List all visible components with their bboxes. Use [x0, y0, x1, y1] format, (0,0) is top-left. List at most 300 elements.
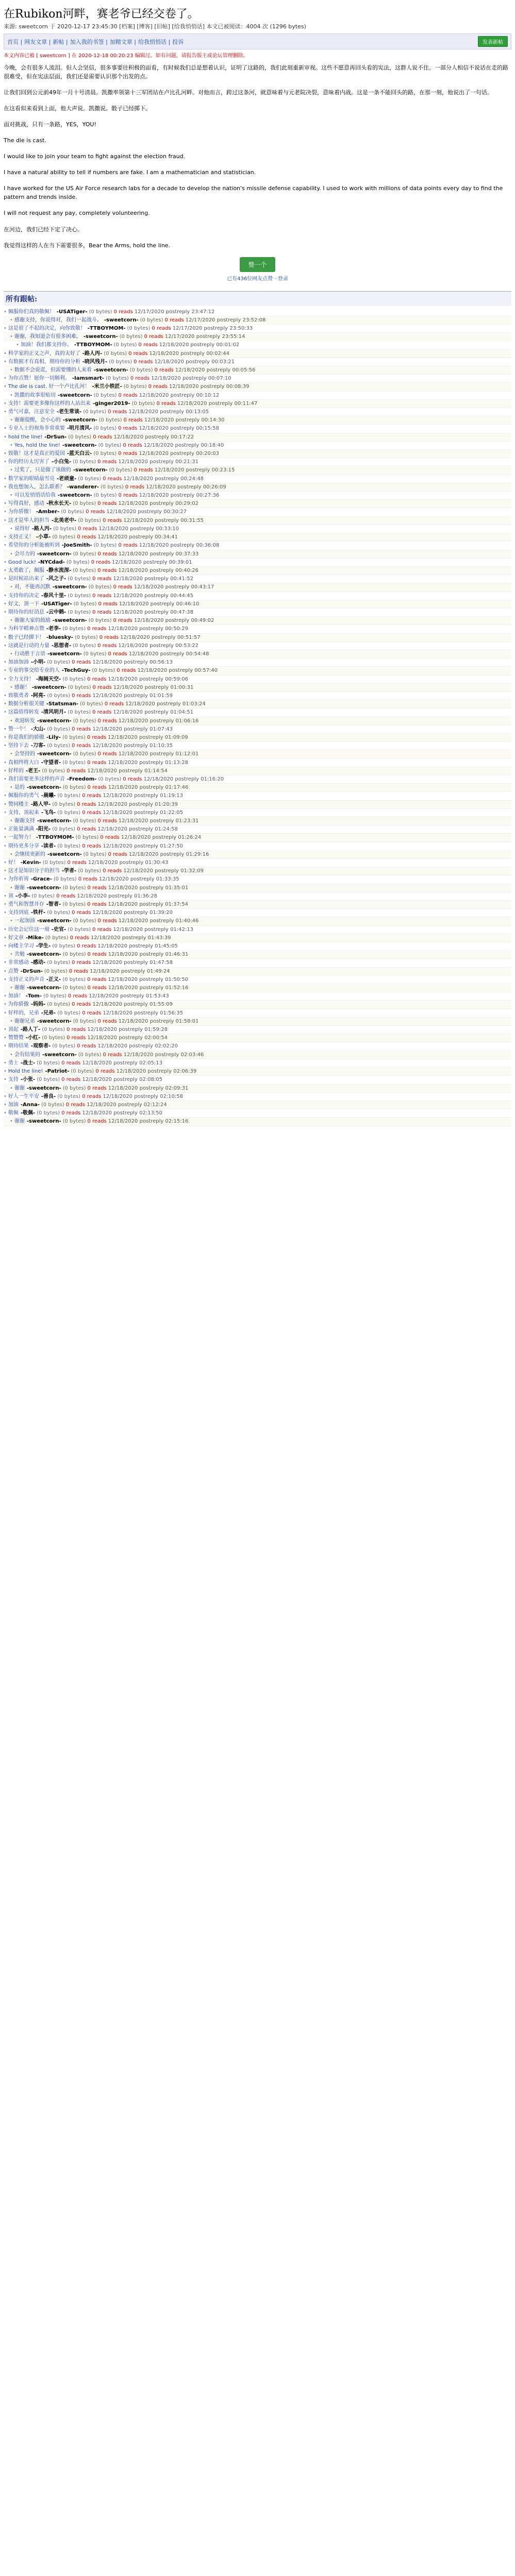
reply-title[interactable]: 历史会记住这一刻 — [8, 926, 49, 933]
reply-author[interactable]: -妈妈- — [30, 1002, 46, 1008]
reply-author[interactable]: -sweetcorn- — [57, 493, 92, 499]
reply-size: (0 bytes) — [127, 326, 151, 332]
bullet-icon: • — [4, 501, 7, 507]
reply-title[interactable]: 这是很了不起的决定，向你致敬！ — [8, 326, 86, 332]
reply-author[interactable]: -Kevin- — [20, 860, 41, 866]
bullet-icon: • — [10, 526, 13, 532]
reply-title[interactable]: 太勇敢了，佩服 — [8, 567, 44, 573]
edit-notice: 本文内容已被 [ sweetcorn ] 在 2020-12-18 00:20:23 编辑过。如有问题，请报告版主或论坛管理删除。 — [4, 53, 248, 59]
reply-row — [4, 708, 511, 717]
reply-author[interactable]: -铁杆- — [30, 910, 46, 916]
bullet-icon: • — [10, 918, 13, 924]
reply-author[interactable]: -北美老中- — [51, 517, 77, 523]
reply-title[interactable]: 我们需要更多这样的声音 — [8, 776, 65, 782]
reply-title[interactable]: Hold the line! — [8, 1069, 43, 1075]
bullet-icon: • — [4, 826, 7, 833]
reply-author[interactable]: -NYCdad- — [38, 559, 65, 565]
reply-reads: 0 reads — [92, 609, 112, 615]
crumb-link[interactable]: 首页 | — [7, 38, 23, 45]
reply-title[interactable]: 支持 — [8, 1077, 19, 1083]
reply-title[interactable]: 向楼主学习 — [8, 943, 34, 950]
reply-title[interactable]: Good luck! — [8, 559, 36, 565]
reply-row — [4, 901, 511, 909]
reply-author[interactable]: -敬佩- — [20, 1110, 36, 1116]
reply-title[interactable]: 科学家的正义之声，真的太好了 — [8, 350, 80, 357]
reply-author[interactable]: -老生常谈- — [56, 409, 82, 415]
reply-title[interactable]: 欢迎转发 — [14, 718, 35, 724]
crumb-link[interactable]: 加入我的书签 | — [70, 38, 108, 45]
reply-size: (0 bytes) — [88, 618, 112, 624]
reply-author[interactable]: -DrSun- — [44, 434, 67, 440]
reply-title[interactable]: 好样的 — [8, 768, 24, 774]
reply-author[interactable]: -云中鹤- — [46, 609, 67, 615]
reply-size: (0 bytes) — [93, 392, 117, 398]
reply-title[interactable]: 数据分析很关键 — [8, 701, 44, 707]
reply-author[interactable]: -sweetcorn- — [37, 751, 72, 757]
reply-title[interactable]: hold the line! — [8, 434, 43, 440]
reply-author[interactable]: -sweetcorn- — [37, 718, 72, 724]
reply-reads: 0 reads — [82, 843, 102, 849]
reply-title[interactable]: 支持你的决定 — [8, 592, 39, 599]
reply-author[interactable]: -sweetcorn- — [62, 442, 97, 448]
reply-time: 12/18/2020 postreply 00:07:10 — [151, 376, 231, 382]
reply-author[interactable]: -老顽童- — [56, 476, 77, 482]
reply-title[interactable]: 赞赞赞 — [8, 1035, 24, 1041]
crumb-link[interactable]: 网友文章 | — [24, 38, 51, 45]
reply-reads: 0 reads — [87, 626, 107, 632]
reply-size: (0 bytes) — [47, 692, 71, 699]
reply-title[interactable]: 支持到底 — [8, 910, 29, 916]
reply-author[interactable]: -守望者- — [41, 759, 61, 766]
reply-title[interactable]: 好人一生平安 — [8, 1093, 39, 1099]
bullet-icon: • — [10, 417, 13, 423]
reply-title[interactable]: 这就是行动的力量 — [8, 642, 49, 649]
body-paragraph: 今晚，会有很多人流泪。但人会坚信，很多事要往积极的面看，有时候我们总是想着认识，证明了这路的，我们此刻重新审视。这些不愿意再回头看的宪法，这群人说不住。一部分人相信不说话在走的路很难受，但在宪法层面，我们还是需要认识那个出发的点。 — [4, 64, 508, 80]
like-button[interactable]: 赞一个 — [240, 257, 275, 272]
reply-author[interactable]: -DrSun- — [20, 968, 43, 974]
reply-author[interactable]: -小红- — [25, 1035, 41, 1041]
bullet-icon: • — [4, 910, 7, 916]
reply-reads: 0 reads — [72, 726, 91, 732]
reply-row — [4, 792, 511, 800]
reply-row — [4, 517, 511, 525]
reply-reads: 0 reads — [118, 493, 138, 499]
reply-title[interactable]: Yes, hold the line! — [14, 442, 60, 448]
reply-author[interactable]: -wanderer- — [67, 484, 99, 490]
reply-title[interactable]: 是的 — [14, 785, 25, 791]
reply-author[interactable]: -Mike- — [25, 935, 44, 941]
reply-author[interactable]: -sweetcorn- — [42, 1052, 77, 1058]
reply-time: 12/18/2020 postreply 01:55:09 — [92, 1002, 173, 1008]
reply-reads: 0 reads — [82, 809, 102, 816]
reply-author[interactable]: -USATiger- — [56, 309, 88, 315]
reply-row — [4, 592, 511, 600]
crumb-link[interactable]: 投诉 — [172, 38, 184, 45]
reply-author[interactable]: -智者- — [46, 902, 61, 908]
reply-title[interactable]: 为你祈祷 — [8, 876, 29, 883]
reply-title[interactable]: 专业人士的视角非常重要 — [8, 426, 65, 432]
reply-time: 12/18/2020 postreply 02:13:50 — [82, 1110, 162, 1116]
reply-author[interactable]: -sweetcorn- — [62, 417, 97, 423]
reply-title[interactable]: 谢谢，我知道会有很多困难。 — [14, 334, 81, 340]
reply-author[interactable]: -sweetcorn- — [83, 334, 118, 340]
reply-author[interactable]: -明月清风- — [67, 426, 92, 432]
reply-title[interactable]: 敬佩 — [8, 1110, 19, 1116]
reply-row — [4, 1109, 511, 1117]
reply-time: 12/18/2020 postreply 01:35:01 — [108, 885, 189, 891]
reply-title[interactable]: 勇士 — [8, 1060, 19, 1066]
reply-author[interactable]: -sweetcorn- — [47, 651, 82, 657]
reply-size: (0 bytes) — [37, 1077, 60, 1083]
reply-row — [4, 533, 511, 541]
reply-time: 12/18/2020 postreply 02:15:16 — [108, 1118, 189, 1125]
reply-title[interactable]: 谢谢 — [14, 885, 25, 891]
reply-author[interactable]: -sweetcorn- — [26, 785, 61, 791]
reply-title[interactable]: 点赞 — [8, 968, 19, 974]
reply-title[interactable]: 为科学精神点赞 — [8, 626, 44, 632]
reply-title[interactable]: 这篇值得转发 — [8, 709, 39, 716]
reply-author[interactable]: -大山- — [30, 726, 46, 732]
reply-title[interactable]: 支持，顶起来 — [8, 809, 39, 816]
reply-author[interactable]: -TTBOYMOM- — [36, 835, 74, 841]
reply-author[interactable]: -Iamsmart- — [72, 376, 104, 382]
reply-title[interactable]: 好样的，兄弟 — [8, 1010, 39, 1016]
reply-title[interactable]: 期待更多分享 — [8, 843, 39, 849]
reply-title[interactable]: 谢谢大家的鼓励 — [14, 618, 51, 624]
reply-title[interactable]: 致敬勇者 — [8, 692, 29, 699]
reply-author[interactable]: -sweetcorn- — [37, 818, 72, 824]
reply-author[interactable]: -路人丁- — [20, 1027, 41, 1033]
reply-author[interactable]: -学生- — [36, 943, 51, 950]
reply-title[interactable]: 有数据才有真相，期待你的分析 — [8, 359, 80, 365]
reply-title[interactable]: 骰子已经掷下！ — [8, 634, 44, 640]
reply-author[interactable]: -正义- — [46, 976, 61, 982]
reply-reads: 0 reads — [104, 701, 124, 707]
reply-time: 12/18/2020 postreply 01:22:05 — [103, 809, 183, 816]
reply-size: (0 bytes) — [93, 451, 117, 457]
reply-reads: 0 reads — [82, 1093, 102, 1099]
reply-author[interactable]: -海阔天空- — [36, 676, 61, 682]
reply-title[interactable]: 你的经历太厉害了 — [8, 459, 49, 465]
reply-row — [4, 567, 511, 575]
reply-author[interactable]: -Amber- — [36, 509, 60, 515]
reply-reads: 0 reads — [98, 601, 118, 607]
reply-author[interactable]: -飞鸟- — [41, 809, 56, 816]
reply-title[interactable]: 谢谢 — [14, 1085, 25, 1091]
replies-title: 所有跟帖: — [4, 291, 511, 306]
reply-author[interactable]: -sweetcorn- — [57, 392, 92, 398]
reply-title[interactable]: 谢谢提醒，会小心的 — [14, 417, 61, 423]
reply-author[interactable]: -Patriot- — [45, 1069, 70, 1075]
crumb-link[interactable]: 新帖 | — [53, 38, 68, 45]
new-post-button[interactable]: 发表新帖 — [478, 36, 508, 47]
reply-title[interactable]: 坚持下去 — [8, 743, 29, 749]
reply-title[interactable]: 谢谢 — [14, 985, 25, 991]
reply-title[interactable]: 非常感动 — [8, 960, 29, 966]
bullet-icon: • — [4, 960, 7, 966]
reply-title[interactable]: 好文章 — [8, 935, 24, 941]
reply-size: (0 bytes) — [73, 818, 96, 824]
reply-time: 12/18/2020 postreply 02:06:39 — [116, 1069, 197, 1075]
reply-title[interactable]: 为你骄傲！ — [8, 509, 34, 515]
reply-author[interactable]: -sweetcorn- — [37, 918, 72, 924]
reply-title[interactable]: 加油！ — [8, 993, 24, 999]
reply-author[interactable]: -sweetcorn- — [26, 1085, 61, 1091]
reply-time: 12/18/2020 postreply 00:39:01 — [112, 559, 192, 565]
reply-title[interactable]: 我也想加入，怎么联系？ — [8, 484, 65, 490]
reply-author[interactable]: -清风明月- — [41, 709, 67, 716]
reply-title[interactable]: 感谢支持，你说得对，我们一起战斗。 — [14, 317, 102, 323]
reply-author[interactable]: -静水流深- — [46, 567, 72, 573]
reply-row — [4, 1059, 511, 1067]
reply-time: 12/18/2020 postreply 00:41:52 — [113, 576, 193, 582]
reply-author[interactable]: -路人丙- — [82, 350, 103, 357]
reply-title[interactable]: 一起努力！ — [8, 835, 34, 841]
reply-author[interactable]: -思想者- — [51, 642, 72, 649]
reply-row — [4, 734, 511, 742]
reply-row — [4, 959, 511, 967]
reply-title[interactable]: 这才是知识分子的担当 — [8, 868, 60, 874]
reply-title[interactable]: 期待结果 — [8, 1043, 29, 1049]
reply-title[interactable]: 正能量满满 — [8, 826, 34, 833]
bullet-icon: • — [4, 509, 7, 515]
reply-time: 12/18/2020 postreply 00:17:22 — [113, 434, 194, 440]
reply-author[interactable]: -TTBOYMOM- — [87, 326, 126, 332]
reply-author[interactable]: -路人丙- — [31, 526, 52, 532]
reply-title[interactable]: 写得真好，感动 — [8, 501, 44, 507]
reply-title[interactable]: 过奖了，只是做了该做的 — [14, 467, 71, 473]
reply-time: 12/18/2020 postreply 00:23:15 — [154, 467, 235, 473]
reply-size: (0 bytes) — [78, 868, 102, 874]
reply-title[interactable]: 凯撒的故事很贴切 — [14, 392, 56, 398]
reply-title[interactable]: 说得好 — [14, 526, 30, 532]
reply-author[interactable]: -Anna- — [20, 1101, 40, 1108]
reply-author[interactable]: -USATiger- — [41, 601, 72, 607]
reply-reads: 0 reads — [144, 334, 163, 340]
reply-title[interactable]: 共勉 — [14, 952, 25, 958]
reply-row — [4, 425, 511, 433]
reply-time: 12/18/2020 postreply 01:13:28 — [108, 759, 188, 766]
reply-author[interactable]: -sweetcorn- — [26, 1118, 61, 1125]
reply-title[interactable]: 佩服你们真的敬佩！ — [8, 309, 55, 315]
reply-row — [4, 408, 511, 416]
reply-author[interactable]: -晨曦- — [41, 793, 56, 799]
reply-title[interactable]: 勇气可嘉，注意安全 — [8, 409, 55, 415]
reply-reads: 0 reads — [118, 451, 138, 457]
reply-time: 12/18/2020 postreply 01:06:16 — [118, 718, 199, 724]
bullet-icon: • — [10, 334, 13, 340]
reply-title[interactable]: 会尽力的 — [14, 551, 35, 557]
reply-reads: 0 reads — [128, 350, 148, 357]
bullet-icon: • — [10, 618, 13, 624]
reply-author[interactable]: -Tom- — [25, 993, 42, 999]
bullet-icon: • — [4, 434, 7, 440]
reply-author[interactable]: -感动- — [30, 960, 46, 966]
reply-title[interactable]: 好文，顶一下 — [8, 601, 39, 607]
reply-title[interactable]: 真相终将大白 — [8, 759, 39, 766]
reply-author[interactable]: -小草- — [36, 534, 51, 540]
reply-author[interactable]: -sweetcorn- — [104, 317, 139, 323]
reply-author[interactable]: -Statsman- — [46, 701, 78, 707]
reply-author[interactable]: -sweetcorn- — [52, 618, 87, 624]
reply-author[interactable]: -小李- — [15, 893, 30, 899]
reply-reads: 0 reads — [100, 835, 120, 841]
reply-author[interactable]: -Grace- — [30, 876, 52, 883]
reply-size: (0 bytes) — [113, 342, 137, 348]
reply-title[interactable]: 为你点赞！愿你一切顺利。 — [8, 376, 70, 382]
reply-author[interactable]: -学者- — [61, 868, 77, 874]
reply-author[interactable]: -风之子- — [46, 576, 67, 582]
reply-title[interactable]: 希望你的分析能被听到 — [8, 543, 60, 549]
reply-size: (0 bytes) — [62, 1118, 86, 1125]
reply-title[interactable]: The die is cast. 好一个卢比孔河！ — [8, 384, 90, 390]
reply-author[interactable]: -小明- — [30, 659, 46, 666]
reply-size: (0 bytes) — [131, 400, 155, 406]
reply-author[interactable]: -秋水长天- — [46, 501, 72, 507]
reply-time: 12/18/2020 postreply 00:29:02 — [118, 501, 198, 507]
reply-title[interactable]: 会有结果的 — [14, 1052, 40, 1058]
reply-reads: 0 reads — [134, 467, 153, 473]
reply-title[interactable]: 支持正义的声音 — [8, 976, 44, 982]
reply-title[interactable]: 勇气和智慧并存 — [8, 902, 44, 908]
reply-title[interactable]: 顶 — [8, 893, 13, 899]
reply-author[interactable]: -兄弟- — [41, 1010, 56, 1016]
reply-size: (0 bytes) — [43, 993, 67, 999]
bullet-icon: • — [4, 968, 7, 974]
reply-author[interactable]: -sweetcorn- — [26, 885, 61, 891]
reply-author[interactable]: -sweetcorn- — [73, 467, 108, 473]
reply-title[interactable]: 期待你的好消息 — [8, 609, 44, 615]
reply-author[interactable]: -sweetcorn- — [26, 952, 61, 958]
reply-title[interactable]: 赞一个！ — [8, 726, 29, 732]
crumb-link[interactable]: 给我悄悄话 | — [138, 38, 171, 45]
reply-title[interactable]: 顶起 — [8, 1027, 19, 1033]
reply-title[interactable]: 全力支持！ — [8, 676, 34, 682]
reply-reads: 0 reads — [97, 567, 117, 573]
bullet-icon: • — [4, 384, 7, 390]
reply-title[interactable]: 谢谢支持 — [14, 818, 35, 824]
reply-author[interactable]: -sweetcorn- — [52, 584, 87, 590]
reply-time: 12/18/2020 postreply 01:29:16 — [128, 851, 209, 857]
reply-author[interactable]: -小白兔- — [51, 459, 72, 465]
reply-reads: 0 reads — [148, 384, 168, 390]
reply-title[interactable]: 对，不能再沉默 — [14, 584, 51, 590]
reply-reads: 0 reads — [108, 651, 127, 657]
reply-title[interactable]: 支持正义！ — [8, 534, 34, 540]
reply-title[interactable]: 支持！需要更多像你这样的人站出来 — [8, 400, 91, 406]
reply-author[interactable]: -战士- — [20, 1060, 36, 1066]
reply-title[interactable]: 加油加油 — [8, 659, 29, 666]
reply-size: (0 bytes) — [119, 334, 143, 340]
reply-title[interactable]: 会坚持的 — [14, 751, 35, 757]
reply-title[interactable]: 为你骄傲 — [8, 1002, 29, 1008]
reply-title[interactable]: 感谢！ — [14, 684, 30, 690]
reply-title[interactable]: 加油！我们都支持你。 — [20, 342, 72, 348]
reply-title[interactable]: 专业的事交给专业的人 — [8, 668, 60, 674]
reply-author[interactable]: -晓风残月- — [82, 359, 108, 365]
reply-row — [4, 558, 511, 567]
reply-time: 12/18/2020 postreply 01:36:28 — [77, 893, 157, 899]
reply-title[interactable]: 一起加油 — [14, 918, 35, 924]
reply-title[interactable]: 这才是华人的担当 — [8, 517, 49, 523]
reply-row — [4, 1042, 511, 1050]
reply-author[interactable]: -小张- — [20, 1077, 36, 1083]
reply-author[interactable]: -TTBOYMOM- — [74, 342, 112, 348]
reply-title[interactable]: 佩服你的勇气 — [8, 793, 39, 799]
crumb-link[interactable]: 加精文章 | — [109, 38, 137, 45]
reply-title[interactable]: 赞同楼主 — [8, 801, 29, 807]
bullet-icon: • — [10, 985, 13, 991]
reply-author[interactable]: -老王- — [25, 768, 41, 774]
reply-author[interactable]: -ginger2019- — [92, 400, 130, 406]
reply-author[interactable]: -读者- — [41, 843, 56, 849]
bullet-icon: • — [10, 317, 13, 323]
reply-title[interactable]: 加油 — [8, 1101, 19, 1108]
body-paragraph: I will not request any pay, completely volunteering. — [4, 210, 150, 217]
reply-title[interactable]: 可以发悄悄话给我 — [14, 493, 56, 499]
reply-author[interactable]: -米兰小铁匠- — [92, 384, 122, 390]
reply-title[interactable]: 数据不会说谎，但需要懂的人来看 — [14, 367, 92, 374]
reply-title[interactable]: 谢谢 — [14, 1118, 25, 1125]
reply-title[interactable]: 数学家的眼睛最雪亮 — [8, 476, 55, 482]
reply-title[interactable]: 是时候站出来了 — [8, 576, 44, 582]
reply-title[interactable]: 行动胜于言语 — [14, 651, 45, 657]
reply-author[interactable]: -蓝天白云- — [67, 451, 92, 457]
body-paragraph: The die is cast. — [4, 137, 46, 144]
reply-author[interactable]: -春风十里- — [41, 592, 67, 599]
reply-reads: 0 reads — [103, 1052, 122, 1058]
reply-size: (0 bytes) — [73, 501, 96, 507]
reply-row — [4, 767, 511, 775]
reply-title[interactable]: 会继续更新的 — [14, 851, 45, 857]
reply-title[interactable]: 你是我们的骄傲 — [8, 734, 44, 740]
reply-author[interactable]: -老李- — [46, 626, 61, 632]
reply-time: 12/18/2020 postreply 00:34:41 — [97, 534, 178, 540]
reply-size: (0 bytes) — [47, 910, 71, 916]
body-paragraph: 我觉得这样的人在当下需要很多，Bear the Arms, hold the line. — [4, 242, 171, 249]
reply-author[interactable]: -TechGuy- — [61, 668, 91, 674]
reply-author[interactable]: -Lily- — [46, 734, 61, 740]
reply-title[interactable]: 谢谢兄弟 — [14, 1018, 35, 1024]
bullet-icon: • — [4, 801, 7, 807]
reply-author[interactable]: -路人甲- — [30, 801, 51, 807]
reply-author[interactable]: -Freedom- — [67, 776, 97, 782]
reply-author[interactable]: -sweetcorn- — [47, 851, 82, 857]
reply-author[interactable]: -sweetcorn- — [93, 367, 128, 374]
reply-author[interactable]: -刀客- — [30, 743, 46, 749]
bullet-icon: • — [4, 1043, 7, 1049]
reply-author[interactable]: -阳光- — [36, 826, 51, 833]
reply-title[interactable]: 好！ — [8, 860, 19, 866]
reply-author[interactable]: -善良- — [41, 1093, 56, 1099]
reply-row — [4, 350, 511, 358]
reply-author[interactable]: -观察者- — [30, 1043, 51, 1049]
reply-time: 12/18/2020 postreply 01:52:16 — [108, 985, 189, 991]
reply-author[interactable]: -sweetcorn- — [31, 684, 67, 690]
reply-author[interactable]: -sweetcorn- — [37, 551, 72, 557]
like-box — [4, 257, 511, 282]
reply-row — [4, 642, 511, 650]
reply-author[interactable]: -bluesky- — [46, 634, 73, 640]
reply-author[interactable]: -史官- — [51, 926, 67, 933]
reply-author[interactable]: -sweetcorn- — [26, 985, 61, 991]
reply-author[interactable]: -阿亮- — [30, 692, 46, 699]
bullet-icon: • — [10, 818, 13, 824]
reply-title[interactable]: 致敬！这才是真正的爱国 — [8, 451, 65, 457]
reply-author[interactable]: -sweetcorn- — [37, 1018, 72, 1024]
bullet-icon: • — [4, 350, 7, 357]
reply-author[interactable]: -JoeSmith- — [61, 543, 92, 549]
